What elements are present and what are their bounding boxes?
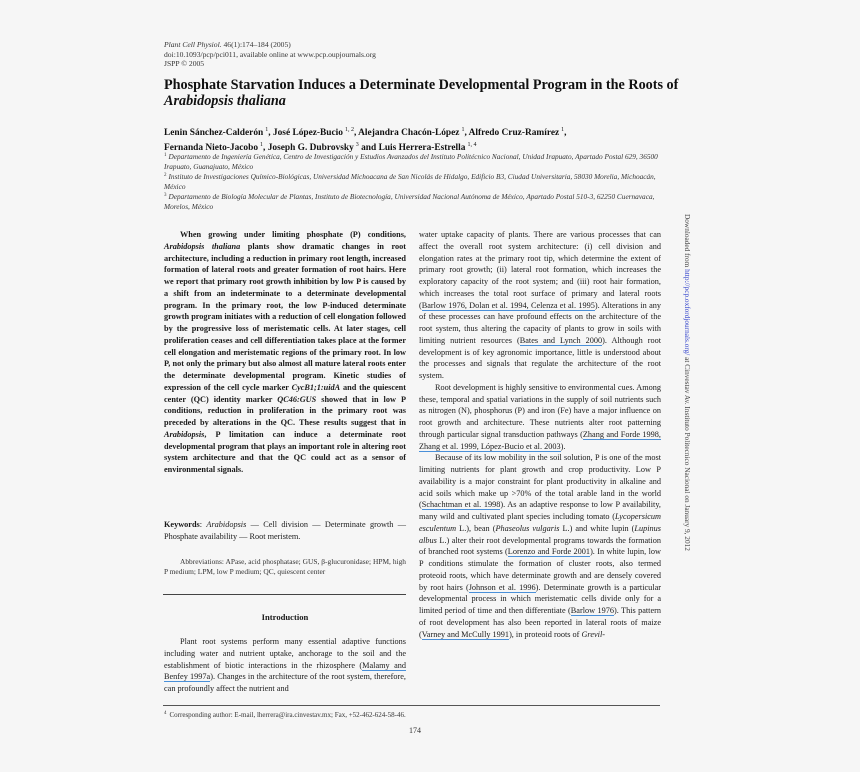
right-column — [419, 229, 661, 640]
text-run: — Cell division — Determinate growth — Phosphate availability — Root meristem. — [164, 520, 406, 541]
divider — [163, 594, 406, 595]
watermark-prefix: Downloaded from — [683, 214, 692, 270]
body-paragraph — [419, 382, 661, 453]
author-name: Joseph G. Dubrovsky — [267, 143, 354, 154]
text-run: ). — [560, 441, 566, 451]
abstract — [164, 229, 406, 476]
affiliation-marker: 2 — [164, 173, 167, 179]
citation-link[interactable]: Schachtman et al. 1998 — [421, 500, 501, 510]
text-run: Because of its low mobility in the soil solution, P is one of the most limiting nutrients for plant growth and crop productivity. Low P availability is a major constraint for plant productivity in alkaline and acid soils which make up >70% of the total arable land in the world ( — [419, 453, 661, 510]
affiliation-marker: 3 — [164, 193, 167, 199]
affiliation — [164, 171, 670, 191]
author-affiliation-marker: 1, 4 — [467, 142, 477, 149]
text-run: L.) and white lupin ( — [559, 523, 635, 533]
footnote-text: Corresponding author: E-mail, lherrera@ira.cinvestav.mx; Fax, +52-462-624-58-46. — [169, 711, 406, 719]
citation-link[interactable]: Johnson et al. 1996 — [468, 582, 536, 592]
text-run: showed that in low P conditions, reduction in proliferation in the primary root was preceded by alterations in the QC. These results suggest that in — [164, 394, 406, 427]
author-separator: , — [464, 128, 469, 138]
italic-term: Phaseolus vulgaris — [495, 523, 560, 533]
text-run: ). This pattern of root development has also been reported in lateral roots of maize ( — [419, 606, 661, 639]
affiliation-text: Departamento de Biología Molecular de Plantas, Instituto de Biotecnología, Universidad Nacional Autónoma de México, Apartado Postal 510-3, 62250 Cuernavaca, Morelos, México — [164, 192, 655, 211]
author-separator: and — [358, 143, 379, 154]
journal-header — [164, 40, 376, 69]
affiliation-text: Departamento de Ingeniería Genética, Centro de Investigación y Estudios Avanzados del Instituto Politécnico Nacional, Unidad Irapuato, Apartado Postal 629, 36500 Irapuato, Guanajuato, México — [164, 152, 658, 171]
introduction-left — [164, 636, 406, 695]
author-separator: , — [263, 143, 268, 154]
author-name: Fernanda Nieto-Jacobo — [164, 143, 259, 154]
keywords-list — [164, 520, 406, 541]
text-run: ). In white lupin, low P conditions stimulate the formation of cluster roots, also termed proteoid roots, which have determinate growth and are densely covered by root hairs ( — [419, 547, 661, 592]
author-separator: , — [564, 128, 567, 138]
italic-term: Grevil- — [581, 629, 605, 639]
text-run: plants show dramatic changes in root architecture, including a reduction in primary root length, increased formation of lateral roots and greater formation of root hairs. Here we report that primary root growth inhibition by low P is caused by a shift from an indeterminate to a determinate developmental program. In the primary root, the low P-induced determinate growth program initiates with a reduction of cell elongation followed by the progressive loss of meristematic cells. At later stages, cell proliferation ceases and cell differentiation takes place at the former cell elongation and meristematic regions of the primary root. In low P, not only the primary but also almost all mature lateral roots enter the determinate developmental program. Kinetic studies of expression of the cell cycle marker — [164, 241, 407, 392]
author-affiliation-marker: 1 — [260, 142, 264, 149]
text-run: When growing under limiting phosphate (P) conditions, — [180, 230, 406, 239]
abbreviations — [164, 557, 406, 577]
body-paragraph — [419, 452, 661, 640]
text-run: L.) alter their root developmental programs towards the formation of branched root systems ( — [419, 535, 661, 557]
affiliation-marker: 1 — [164, 153, 167, 158]
journal-citation: 46(1):174–184 (2005) — [223, 40, 291, 49]
italic-term: Lupinus albus — [419, 523, 661, 545]
italic-term: CycB1;1:uidA — [291, 382, 341, 392]
text-run: and the quiescent center (QC) identity marker — [164, 382, 406, 404]
text-run: Plant root systems perform many essential adaptive functions including water and nutrient uptake, anchorage to the soil and the establishment of biotic interactions in the rhizosphere ( — [164, 637, 406, 670]
italic-term: Arabidopsis — [206, 520, 247, 529]
text-run: , P limitation can induce a determinate root developmental program that plays an important role in altering root system architecture and that the QC could act as a sensor of environmental signals. — [164, 429, 406, 474]
journal-name: Plant Cell Physiol. — [164, 40, 222, 49]
paper-title — [164, 77, 684, 110]
citation-link[interactable]: Barlow 1976, Dolan et al. 1994, Celenza et al. 1995 — [421, 300, 595, 310]
abbreviations-text: Abbreviations: APase, acid phosphatase; GUS, β-glucuronidase; HPM, high P medium; LPM, low P medium; QC, quiescent center — [164, 557, 406, 576]
citation-link[interactable]: Bates and Lynch 2000 — [519, 335, 603, 345]
citation-link[interactable]: Malamy and Benfey 1997a — [164, 660, 406, 682]
text-run: Root development is highly sensitive to environmental cues. Among these, temporal and spatial variations in the supply of soil nutrients such as nitrogen (N), phosphorus (P) and iron (Fe) have a major influence on root growth and architecture. These nutrients alter root patterning through particular signal transduction pathways ( — [419, 382, 661, 439]
author-name: Lenin Sánchez-Calderón — [164, 128, 264, 138]
author-affiliation-marker: 1, 2 — [344, 127, 354, 133]
author-name: Luis Herrera-Estrella — [378, 143, 466, 154]
copyright: JSPP © 2005 — [164, 59, 205, 69]
affiliation — [164, 191, 670, 211]
title-species: Arabidopsis thaliana — [164, 93, 286, 110]
text-run: L.), bean ( — [456, 523, 496, 533]
citation-link[interactable]: Zhang and Forde 1998, Zhang et al. 1999, López-Bucio et al. 2003 — [419, 429, 661, 451]
keywords — [164, 519, 406, 543]
italic-term: Arabidopsis thaliana — [164, 241, 241, 251]
author-name: Alejandra Chacón-López — [358, 128, 460, 138]
abstract-text — [164, 229, 406, 476]
author-affiliation-marker: 1 — [461, 127, 465, 133]
page-number: 174 — [409, 726, 421, 735]
text-run: ). Changes in the architecture of the root system, therefore, can profoundly affect the nutrient and — [164, 672, 406, 693]
footnote — [164, 709, 406, 720]
watermark-link[interactable]: http://pcp.oxfordjournals.org/ — [683, 269, 692, 356]
author-separator: , — [353, 128, 359, 138]
citation-link[interactable]: Lorenzo and Forde 2001 — [507, 547, 591, 557]
italic-term: QC46:GUS — [277, 394, 317, 404]
text-run: : — [199, 520, 207, 529]
text-run: ). Although root development is of key agronomic importance, little is understood about the processes and signals that regulate the architecture of the root system. — [419, 335, 661, 380]
text-run: ). Alterations in any of these processes can have profound effects on the architecture of the root system, thus altering the capacity of plants to grow in soils with limiting nutrient resources ( — [419, 300, 661, 345]
section-heading-introduction: Introduction — [261, 612, 309, 622]
watermark-suffix: at Cinvestav Av. Instituto Politecnico Nacional on January 9, 2012 — [683, 355, 692, 551]
italic-term: Arabidopsis — [164, 429, 205, 439]
author-affiliation-marker: 3 — [355, 142, 359, 149]
author-affiliation-marker: 1 — [265, 127, 269, 133]
keywords-label: Keywords — [164, 520, 200, 529]
text-run: water uptake capacity of plants. There are various processes that can affect the overall root system architecture: (i) cell division and elongation rates at the primary root tip, which determine the extent of primary root growth; (ii) lateral root formation, which increases the exploratory capacity of the root system; and (iii) root hair formation, which increases the total root surface of primary and lateral roots ( — [419, 230, 661, 310]
author-affiliation-marker: 1 — [561, 127, 565, 133]
text-run: ), in proteoid roots of — [509, 629, 582, 639]
text-run: ). As an adaptive response to low P availability, many wild and cultivated plant species including tomato ( — [419, 500, 661, 521]
doi-line: doi:10.1093/pcp/pci011, available online at www.pcp.oupjournals.org — [164, 49, 376, 59]
affiliation — [164, 151, 670, 171]
author-separator: , — [268, 128, 273, 138]
affiliations — [164, 151, 670, 212]
citation-link[interactable]: Varney and McCully 1991 — [421, 629, 510, 639]
italic-term: Lycopersicum esculentum — [419, 512, 661, 533]
author-name: Alfredo Cruz-Ramírez — [468, 128, 560, 138]
footnote-divider — [163, 705, 660, 706]
intro-paragraph — [164, 636, 406, 695]
download-watermark — [683, 214, 692, 551]
affiliation-text: Instituto de Investigaciones Químico-Biológicas, Universidad Michoacana de San Nicolás de Hidalgo, Edificio B3, Ciudad Universitaria, 58030 Morelia, Michoacán, México — [164, 172, 656, 191]
title-main: Phosphate Starvation Induces a Determinate Developmental Program in the Roots of — [164, 77, 679, 93]
citation-link[interactable]: Barlow 1976 — [570, 606, 614, 615]
body-paragraph — [419, 229, 661, 382]
text-run: ). Determinate growth is a particular developmental process in which meristematic cells divide only for a limited period of time and then differentiate ( — [419, 582, 661, 615]
footnote-marker: 4 — [164, 711, 167, 716]
author-name: José López-Bucio — [272, 128, 343, 138]
